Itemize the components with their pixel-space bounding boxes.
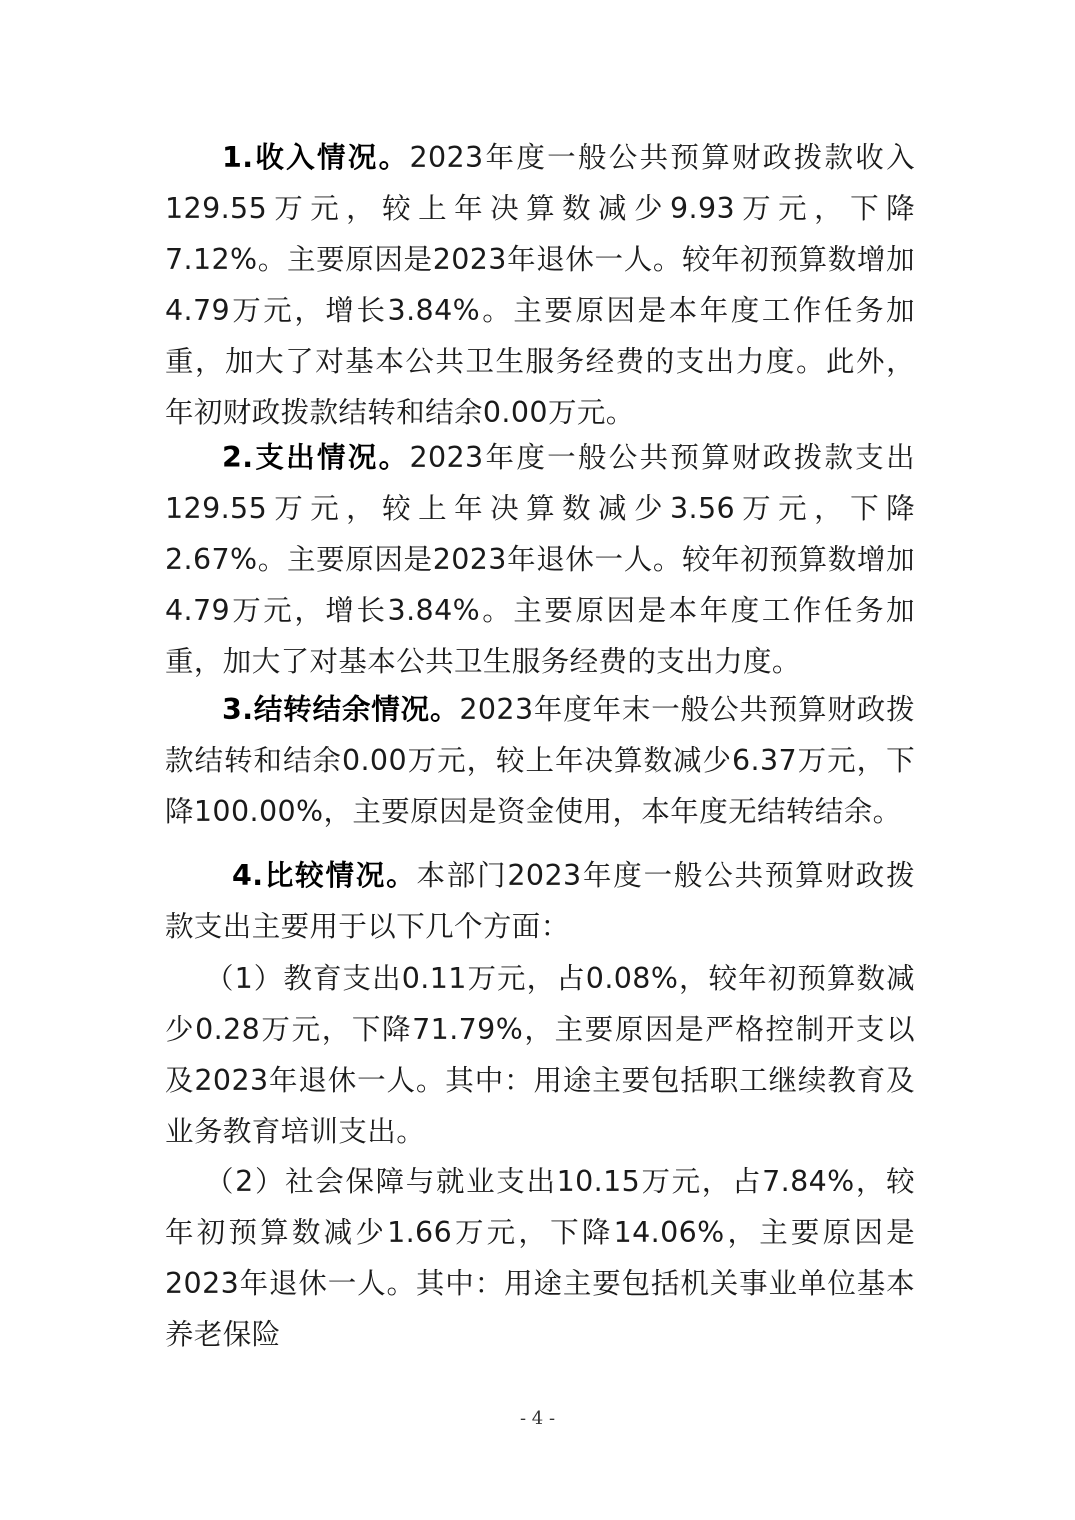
paragraph-text: （2）社会保障与就业支出10.15万元，占7.84%，较年初预算数减少1.66万元，下降14.06%，主要原因是2023年退休一人。其中：用途主要包括机关事业单位基本养老保险 xyxy=(165,1165,915,1351)
paragraph-text: （1）教育支出0.11万元，占0.08%，较年初预算数减少0.28万元，下降71.79%，主要原因是严格控制开支以及2023年退休一人。其中：用途主要包括职工继续教育及业务教育培训支出。 xyxy=(165,962,915,1148)
paragraph-text: 2023年度一般公共预算财政拨款支出129.55万元，较上年决算数减少3.56万元，下降2.67%。主要原因是2023年退休一人。较年初预算数增加4.79万元，增长3.84%。主要原因是本年度工作任务加重，加大了对基本公共卫生服务经费的支出力度。 xyxy=(165,441,915,678)
page-number: - 4 - xyxy=(519,1408,556,1429)
paragraph-expenditure xyxy=(165,432,915,687)
paragraph-social-security-expense xyxy=(165,1156,915,1360)
paragraph-heading: 4.比较情况。 xyxy=(232,859,417,892)
paragraph-text: 2023年度一般公共预算财政拨款收入129.55万元，较上年决算数减少9.93万元，下降7.12%。主要原因是2023年退休一人。较年初预算数增加4.79万元，增长3.84%。主要原因是本年度工作任务加重，加大了对基本公共卫生服务经费的支出力度。此外，年初财政拨款结转和结余0.00万元。 xyxy=(165,141,915,429)
paragraph-income xyxy=(165,132,915,438)
paragraph-text: 2023年度年末一般公共预算财政拨款结转和结余0.00万元，较上年决算数减少6.37万元，下降100.00%，主要原因是资金使用，本年度无结转结余。 xyxy=(165,693,915,828)
paragraph-heading: 2.支出情况。 xyxy=(222,441,410,474)
paragraph-education-expense xyxy=(165,953,915,1157)
paragraph-heading: 1.收入情况。 xyxy=(222,141,410,174)
paragraph-comparison xyxy=(165,850,915,952)
paragraph-heading: 3.结转结余情况。 xyxy=(222,693,460,726)
paragraph-carryover xyxy=(165,684,915,837)
paragraph-text: 本部门2023年度一般公共预算财政拨款支出主要用于以下几个方面： xyxy=(165,859,915,943)
